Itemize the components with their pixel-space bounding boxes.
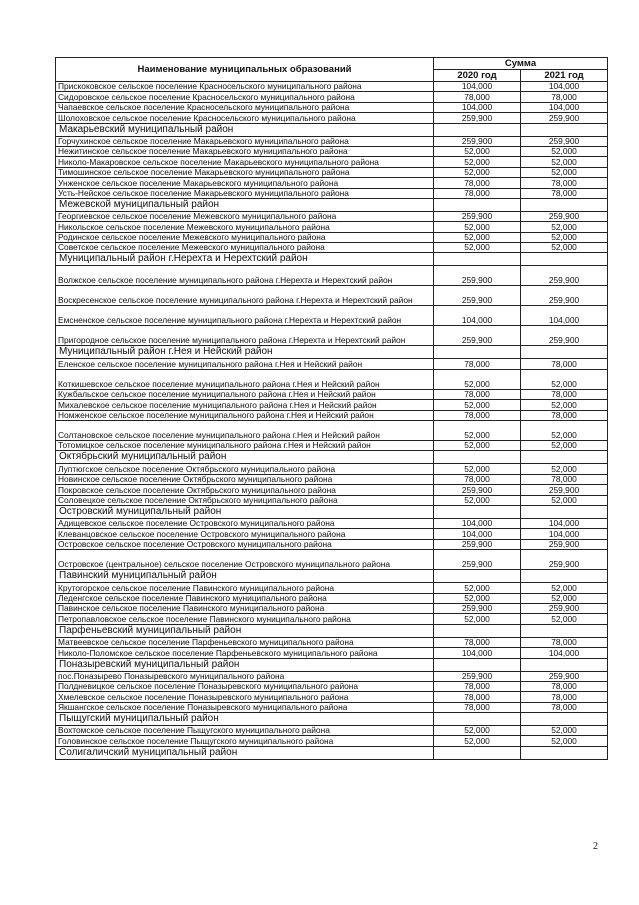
value-2020: 78,000	[434, 178, 521, 188]
table-row	[56, 671, 608, 681]
value-2020: 104,000	[434, 306, 521, 326]
empty-cell	[434, 123, 521, 136]
row-name: Усть-Нейское сельское поселение Макарьевского муниципального района	[56, 188, 434, 198]
table-row	[56, 306, 608, 326]
empty-cell	[521, 746, 608, 759]
value-2020: 78,000	[434, 702, 521, 712]
header-sum: Сумма	[434, 58, 608, 70]
row-name: Воскресенское сельское поселение муниципального района г.Нерехта и Нерехтский район	[56, 286, 434, 306]
value-2021: 52,000	[521, 222, 608, 232]
row-name: Родинское сельское поселение Межевского муниципального района	[56, 232, 434, 242]
value-2021: 259,900	[521, 136, 608, 146]
value-2020: 259,900	[434, 286, 521, 306]
row-name: Павинский муниципальный район	[56, 570, 434, 583]
row-name: Унженское сельское поселение Макарьевского муниципального района	[56, 178, 434, 188]
empty-cell	[434, 746, 521, 759]
empty-cell	[434, 198, 521, 211]
row-name: пос.Поназырево Поназыревского муниципального района	[56, 671, 434, 681]
value-2021: 259,900	[521, 286, 608, 306]
value-2020: 52,000	[434, 583, 521, 593]
table-row	[56, 583, 608, 593]
row-name: Советское сельское поселение Межевского муниципального района	[56, 243, 434, 253]
value-2020: 78,000	[434, 681, 521, 691]
header-name-column: Наименование муниципальных образований	[56, 58, 434, 82]
row-name: Соловецкое сельское поселение Октябрьского муниципального района	[56, 495, 434, 505]
value-2021: 78,000	[521, 389, 608, 399]
value-2020: 259,900	[434, 603, 521, 613]
empty-cell	[434, 253, 521, 266]
row-name: Макарьевский муниципальный район	[56, 123, 434, 136]
table-row	[56, 702, 608, 712]
value-2020: 104,000	[434, 102, 521, 112]
row-name: Михалевское сельское поселение муниципального района г.Нея и Нейский район	[56, 400, 434, 410]
row-name: Хмелевское сельское поселение Поназыревского муниципального района	[56, 692, 434, 702]
header-year-2020: 2020 год	[434, 70, 521, 82]
value-2020: 78,000	[434, 188, 521, 198]
value-2020: 104,000	[434, 648, 521, 658]
value-2021: 78,000	[521, 92, 608, 102]
row-name: Коткишевское сельское поселение муниципального района г.Нея и Нейский район	[56, 369, 434, 389]
district-row	[56, 505, 608, 518]
value-2020: 52,000	[434, 232, 521, 242]
value-2021: 104,000	[521, 518, 608, 528]
table-row	[56, 389, 608, 399]
value-2021: 259,900	[521, 266, 608, 286]
value-2021: 259,900	[521, 671, 608, 681]
row-name: Октябрьский муниципальный район	[56, 451, 434, 464]
table-row	[56, 157, 608, 167]
value-2021: 259,900	[521, 550, 608, 570]
value-2021: 78,000	[521, 410, 608, 420]
value-2021: 52,000	[521, 736, 608, 746]
value-2020: 259,900	[434, 113, 521, 123]
value-2020: 259,900	[434, 266, 521, 286]
table-row	[56, 421, 608, 441]
table-row	[56, 136, 608, 146]
table-row	[56, 518, 608, 528]
empty-cell	[521, 346, 608, 359]
value-2020: 78,000	[434, 359, 521, 369]
empty-cell	[434, 713, 521, 726]
value-2020: 52,000	[434, 421, 521, 441]
value-2020: 52,000	[434, 400, 521, 410]
district-row	[56, 658, 608, 671]
row-name: Леденгское сельское поселение Павинского муниципального района	[56, 593, 434, 603]
row-name: Якшангское сельское поселение Поназыревского муниципального района	[56, 702, 434, 712]
row-name: Солтановское сельское поселение муниципального района г.Нея и Нейский район	[56, 421, 434, 441]
row-name: Павинское сельское поселение Павинского муниципального района	[56, 603, 434, 613]
table-row	[56, 232, 608, 242]
value-2020: 52,000	[434, 157, 521, 167]
row-name: Георгиевское сельское поселение Межевского муниципального района	[56, 211, 434, 221]
value-2021: 104,000	[521, 529, 608, 539]
value-2020: 259,900	[434, 211, 521, 221]
district-row	[56, 198, 608, 211]
value-2020: 104,000	[434, 529, 521, 539]
value-2021: 52,000	[521, 167, 608, 177]
table-row	[56, 211, 608, 221]
empty-cell	[434, 658, 521, 671]
table-row	[56, 464, 608, 474]
value-2021: 104,000	[521, 82, 608, 92]
empty-cell	[521, 570, 608, 583]
empty-cell	[434, 505, 521, 518]
table-row	[56, 529, 608, 539]
value-2020: 52,000	[434, 222, 521, 232]
table-row	[56, 92, 608, 102]
district-row	[56, 713, 608, 726]
row-name: Адищевское сельское поселение Островского муниципального района	[56, 518, 434, 528]
value-2020: 78,000	[434, 637, 521, 647]
value-2021: 259,900	[521, 113, 608, 123]
value-2021: 52,000	[521, 243, 608, 253]
value-2021: 52,000	[521, 593, 608, 603]
table-row	[56, 113, 608, 123]
value-2020: 52,000	[434, 593, 521, 603]
table-row	[56, 369, 608, 389]
row-name: Поназыревский муниципальный район	[56, 658, 434, 671]
value-2020: 52,000	[434, 614, 521, 624]
row-name: Петропавловское сельское поселение Павинского муниципального района	[56, 614, 434, 624]
table-row	[56, 648, 608, 658]
value-2021: 52,000	[521, 421, 608, 441]
empty-cell	[434, 451, 521, 464]
row-name: Полдневицкое сельское поселение Поназыревского муниципального района	[56, 681, 434, 691]
empty-cell	[521, 123, 608, 136]
row-name: Парфеньевский муниципальный район	[56, 624, 434, 637]
table-row	[56, 539, 608, 549]
table-row	[56, 485, 608, 495]
row-name: Пыщугский муниципальный район	[56, 713, 434, 726]
document-page	[55, 57, 607, 760]
value-2020: 104,000	[434, 82, 521, 92]
table-row	[56, 82, 608, 92]
value-2020: 52,000	[434, 369, 521, 389]
value-2021: 104,000	[521, 306, 608, 326]
value-2020: 78,000	[434, 389, 521, 399]
value-2021: 52,000	[521, 157, 608, 167]
table-row	[56, 726, 608, 736]
row-name: Новинское сельское поселение Октябрьского муниципального района	[56, 474, 434, 484]
value-2020: 259,900	[434, 326, 521, 346]
table-row	[56, 222, 608, 232]
row-name: Матвеевское сельское поселение Парфеньевского муниципального района	[56, 637, 434, 647]
table-row	[56, 441, 608, 451]
value-2021: 52,000	[521, 726, 608, 736]
value-2021: 52,000	[521, 464, 608, 474]
row-name: Головинское сельское поселение Пыщугского муниципального района	[56, 736, 434, 746]
district-row	[56, 253, 608, 266]
table-row	[56, 593, 608, 603]
table-row	[56, 614, 608, 624]
table-row	[56, 188, 608, 198]
value-2020: 259,900	[434, 485, 521, 495]
row-name: Прискоковское сельское поселение Красносельского муниципального района	[56, 82, 434, 92]
value-2020: 52,000	[434, 464, 521, 474]
budget-table	[55, 57, 608, 760]
value-2020: 78,000	[434, 474, 521, 484]
table-row	[56, 637, 608, 647]
row-name: Муниципальный район г.Нея и Нейский район	[56, 346, 434, 359]
empty-cell	[521, 451, 608, 464]
table-row	[56, 736, 608, 746]
value-2021: 52,000	[521, 614, 608, 624]
table-row	[56, 359, 608, 369]
value-2021: 52,000	[521, 495, 608, 505]
row-name: Тотомицкое сельское поселение муниципального района г.Нея и Нейский район	[56, 441, 434, 451]
value-2021: 259,900	[521, 326, 608, 346]
value-2020: 78,000	[434, 410, 521, 420]
value-2020: 52,000	[434, 495, 521, 505]
value-2021: 78,000	[521, 359, 608, 369]
value-2020: 259,900	[434, 671, 521, 681]
value-2021: 78,000	[521, 178, 608, 188]
row-name: Еленское сельское поселение муниципального района г.Нея и Нейский район	[56, 359, 434, 369]
row-name: Номженское сельское поселение муниципального района г.Нея и Нейский район	[56, 410, 434, 420]
value-2021: 52,000	[521, 441, 608, 451]
table-row	[56, 692, 608, 702]
value-2020: 104,000	[434, 518, 521, 528]
row-name: Межевской муниципальный район	[56, 198, 434, 211]
value-2020: 259,900	[434, 136, 521, 146]
row-name: Чапаевское сельское поселение Красносельского муниципального района	[56, 102, 434, 112]
row-name: Островское сельское поселение Островского муниципального района	[56, 539, 434, 549]
table-row	[56, 243, 608, 253]
value-2021: 78,000	[521, 188, 608, 198]
value-2020: 259,900	[434, 539, 521, 549]
row-name: Кужбальское сельское поселение муниципального района г.Нея и Нейский район	[56, 389, 434, 399]
row-name: Горчухинское сельское поселение Макарьевского муниципального района	[56, 136, 434, 146]
district-row	[56, 451, 608, 464]
value-2021: 52,000	[521, 369, 608, 389]
row-name: Вохтомское сельское поселение Пыщугского муниципального района	[56, 726, 434, 736]
row-name: Шолоховское сельское поселение Красносельского муниципального района	[56, 113, 434, 123]
value-2020: 259,900	[434, 550, 521, 570]
district-row	[56, 746, 608, 759]
row-name: Николо-Поломское сельское поселение Парфеньевского муниципального района	[56, 648, 434, 658]
row-name: Нежитинское сельское поселение Макарьевского муниципального района	[56, 146, 434, 156]
row-name: Емсненское сельское поселение муниципального района г.Нерехта и Нерехтский район	[56, 306, 434, 326]
row-name: Крутогорское сельское поселение Павинского муниципального района	[56, 583, 434, 593]
empty-cell	[521, 624, 608, 637]
empty-cell	[434, 624, 521, 637]
value-2021: 259,900	[521, 603, 608, 613]
value-2021: 78,000	[521, 702, 608, 712]
empty-cell	[521, 713, 608, 726]
value-2020: 52,000	[434, 167, 521, 177]
header-year-2021: 2021 год	[521, 70, 608, 82]
value-2021: 259,900	[521, 539, 608, 549]
table-row	[56, 266, 608, 286]
value-2020: 78,000	[434, 92, 521, 102]
row-name: Николо-Макаровское сельское поселение Макарьевского муниципального района	[56, 157, 434, 167]
district-row	[56, 570, 608, 583]
table-row	[56, 495, 608, 505]
row-name: Островское (центральное) сельское поселение Островского муниципального района	[56, 550, 434, 570]
empty-cell	[521, 505, 608, 518]
value-2021: 52,000	[521, 232, 608, 242]
table-row	[56, 410, 608, 420]
table-row	[56, 603, 608, 613]
value-2021: 259,900	[521, 211, 608, 221]
row-name: Муниципальный район г.Нерехта и Нерехтский район	[56, 253, 434, 266]
page-number: 2	[593, 841, 598, 852]
table-row	[56, 474, 608, 484]
district-row	[56, 123, 608, 136]
row-name: Покровское сельское поселение Октябрьского муниципального района	[56, 485, 434, 495]
value-2020: 52,000	[434, 441, 521, 451]
value-2020: 52,000	[434, 243, 521, 253]
row-name: Луптюгское сельское поселение Октябрьского муниципального района	[56, 464, 434, 474]
value-2020: 52,000	[434, 726, 521, 736]
table-body	[56, 82, 608, 760]
empty-cell	[521, 253, 608, 266]
value-2021: 52,000	[521, 400, 608, 410]
value-2021: 78,000	[521, 681, 608, 691]
empty-cell	[434, 346, 521, 359]
district-row	[56, 624, 608, 637]
table-row	[56, 681, 608, 691]
district-row	[56, 346, 608, 359]
table-row	[56, 550, 608, 570]
row-name: Волжское сельское поселение муниципального района г.Нерехта и Нерехтский район	[56, 266, 434, 286]
value-2021: 259,900	[521, 485, 608, 495]
row-name: Клеванцовское сельское поселение Островского муниципального района	[56, 529, 434, 539]
value-2020: 78,000	[434, 692, 521, 702]
row-name: Никольское сельское поселение Межевского муниципального района	[56, 222, 434, 232]
value-2021: 104,000	[521, 102, 608, 112]
table-row	[56, 178, 608, 188]
table-row	[56, 102, 608, 112]
row-name: Пригородное сельское поселение муниципального района г.Нерехта и Нерехтский район	[56, 326, 434, 346]
value-2021: 78,000	[521, 637, 608, 647]
table-row	[56, 167, 608, 177]
row-name: Тимошинское сельское поселение Макарьевского муниципального района	[56, 167, 434, 177]
table-row	[56, 146, 608, 156]
row-name: Сидоровское сельское поселение Красносельского муниципального района	[56, 92, 434, 102]
table-row	[56, 326, 608, 346]
value-2021: 52,000	[521, 146, 608, 156]
value-2021: 104,000	[521, 648, 608, 658]
row-name: Солигаличский муниципальный район	[56, 746, 434, 759]
empty-cell	[521, 198, 608, 211]
empty-cell	[521, 658, 608, 671]
table-row	[56, 400, 608, 410]
row-name: Островский муниципальный район	[56, 505, 434, 518]
value-2020: 52,000	[434, 146, 521, 156]
value-2021: 78,000	[521, 474, 608, 484]
value-2021: 52,000	[521, 583, 608, 593]
empty-cell	[434, 570, 521, 583]
value-2021: 78,000	[521, 692, 608, 702]
table-row	[56, 286, 608, 306]
value-2020: 52,000	[434, 736, 521, 746]
